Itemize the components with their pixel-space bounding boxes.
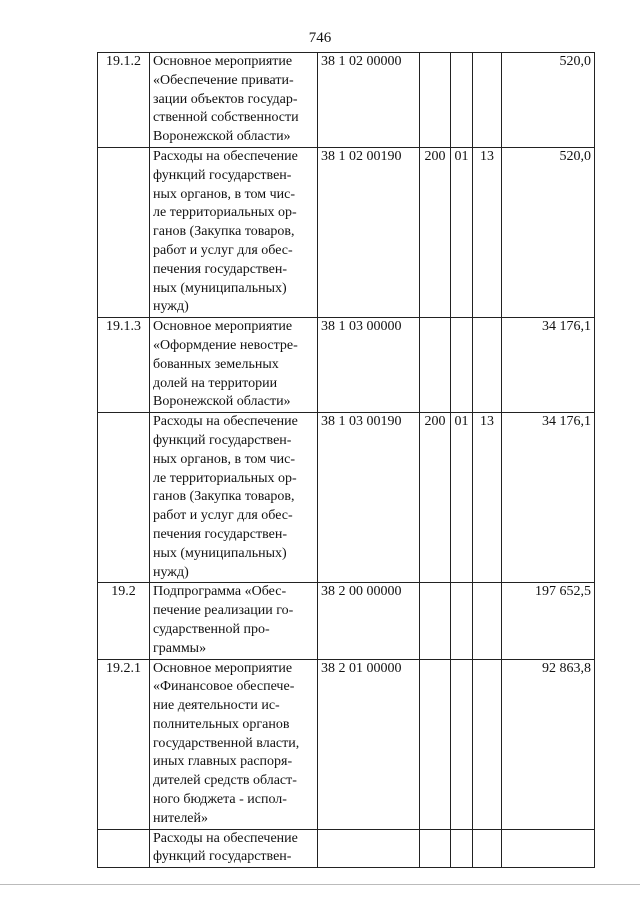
expense-type-code: [420, 659, 451, 829]
expense-type-code: [420, 829, 451, 868]
section-code: [451, 659, 473, 829]
amount: [502, 829, 595, 868]
expense-type-code: 200: [420, 147, 451, 317]
table-row: [98, 583, 595, 659]
section-code: [451, 318, 473, 413]
expense-type-code: [420, 583, 451, 659]
row-number: 19.1.2: [98, 53, 150, 148]
table-row: [98, 413, 595, 583]
amount: 34 176,1: [502, 413, 595, 583]
row-description: Основное мероприятие «Обеспечение привати- зации объектов государ- ственной собственности Воронежской области»: [150, 53, 318, 148]
row-number: [98, 829, 150, 868]
subsection-code: [473, 829, 502, 868]
row-description: Основное мероприятие «Оформдение невостре- бованных земельных долей на территории Воронежской области»: [150, 318, 318, 413]
row-number: [98, 147, 150, 317]
amount: 34 176,1: [502, 318, 595, 413]
row-description: Расходы на обеспечение функций государствен- ных органов, в том чис- ле территориальных ор- ганов (Закупка товаров, работ и услуг для обес- печения государствен- ных (муниципальных) нужд): [150, 413, 318, 583]
target-code: 38 1 02 00190: [318, 147, 420, 317]
row-number: 19.2: [98, 583, 150, 659]
target-code: 38 1 02 00000: [318, 53, 420, 148]
row-description: Расходы на обеспечение функций государствен-: [150, 829, 318, 868]
subsection-code: 13: [473, 413, 502, 583]
table-row: [98, 53, 595, 148]
section-code: 01: [451, 147, 473, 317]
target-code: 38 2 00 00000: [318, 583, 420, 659]
section-code: [451, 829, 473, 868]
target-code: 38 2 01 00000: [318, 659, 420, 829]
table-row: [98, 659, 595, 829]
subsection-code: [473, 659, 502, 829]
table-row: [98, 318, 595, 413]
target-code: 38 1 03 00000: [318, 318, 420, 413]
page-number: 746: [308, 30, 332, 46]
amount: 520,0: [502, 53, 595, 148]
amount: 92 863,8: [502, 659, 595, 829]
amount: 520,0: [502, 147, 595, 317]
page-bottom-rule: [0, 884, 640, 885]
table-row: [98, 147, 595, 317]
target-code: [318, 829, 420, 868]
row-number: 19.2.1: [98, 659, 150, 829]
section-code: [451, 583, 473, 659]
expense-type-code: 200: [420, 413, 451, 583]
subsection-code: [473, 583, 502, 659]
amount: 197 652,5: [502, 583, 595, 659]
expense-type-code: [420, 53, 451, 148]
expense-type-code: [420, 318, 451, 413]
subsection-code: [473, 318, 502, 413]
subsection-code: 13: [473, 147, 502, 317]
row-description: Основное мероприятие «Финансовое обеспече- ние деятельности ис- полнительных органов государственной власти, иных главных распоря- дителей средств област- ного бюджета - испол- нителей»: [150, 659, 318, 829]
budget-table: [97, 52, 595, 868]
budget-table-body: [98, 53, 595, 868]
row-description: Подпрограмма «Обес- печение реализации го- сударственной про- граммы»: [150, 583, 318, 659]
table-row: [98, 829, 595, 868]
section-code: 01: [451, 413, 473, 583]
row-number: [98, 413, 150, 583]
section-code: [451, 53, 473, 148]
row-description: Расходы на обеспечение функций государствен- ных органов, в том чис- ле территориальных ор- ганов (Закупка товаров, работ и услуг для обес- печения государствен- ных (муниципальных) нужд): [150, 147, 318, 317]
row-number: 19.1.3: [98, 318, 150, 413]
target-code: 38 1 03 00190: [318, 413, 420, 583]
subsection-code: [473, 53, 502, 148]
